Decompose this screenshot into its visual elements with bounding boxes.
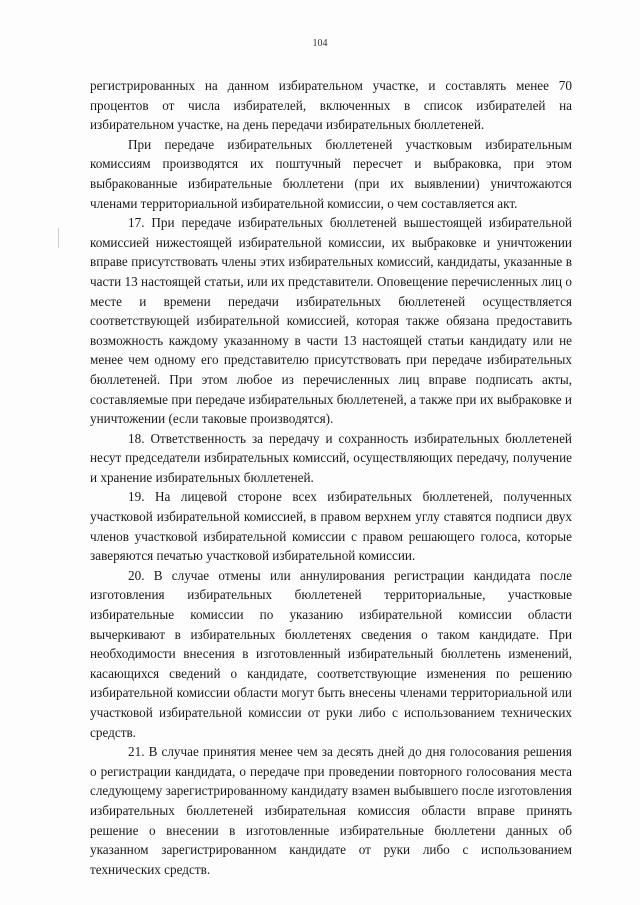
paragraph-ballot-transfer: При передаче избирательных бюллетеней участковым избирательным комиссиям производятся их поштучный пересчет и выбраковка, при этом выбракованные избирательные бюллетени (при их выявлении) уничтожаются членами территориальной избирательной комиссии, о чем составляется акт.: [90, 136, 572, 211]
page-number: 104: [312, 38, 328, 49]
paragraph-19: 19. На лицевой стороне всех избирательных бюллетеней, полученных участковой избирательной комиссией, в правом верхнем углу ставятся подписи двух членов участковой избирательной комиссии с правом решающего голоса, которые заверяются печатью участковой избирательной комиссии.: [90, 489, 572, 564]
paragraph-17: 17. При передаче избирательных бюллетеней вышестоящей избирательной комиссией нижестоящей избирательной комиссии, их выбраковке и уничтожении вправе присутствовать члены этих избирательных комиссий, кандидаты, указанные в части 13 настоящей статьи, или их представители. Оповещение перечисленных лиц о месте и времени передачи избирательных бюллетеней осуществляется соответствующей избирательной комиссией, которая также обязана предоставить возможность каждому указанному в части 13 настоящей статьи кандидату или не менее чем одному его представителю присутствовать при передаче избирательных бюллетеней. При этом любое из перечисленных лиц вправе подписать акты, составляемые при передаче избирательных бюллетеней, а также при их выбраковке и уничтожении (если таковые производятся).: [90, 215, 572, 427]
paragraph-21: 21. В случае принятия менее чем за десять дней до дня голосования решения о регистрации кандидата, о передаче при проведении повторного голосования места следующему зарегистрированному кандидату взамен выбывшего после изготовления избирательных бюллетеней избирательная комиссия области вправе принять решение о внесении в изготовленные избирательные бюллетени данных об указанном зарегистрированном кандидате от руки либо с использованием технических средств.: [90, 744, 572, 877]
paragraph-continuation: регистрированных на данном избирательном участке, и составлять менее 70 процентов от числа избирателей, включенных в список избирателей на избирательном участке, на день передачи избирательных бюллетеней.: [90, 78, 572, 133]
document-body: [90, 76, 572, 879]
margin-mark: [58, 228, 59, 248]
paragraph-20: 20. В случае отмены или аннулирования регистрации кандидата после изготовления избирательных бюллетеней территориальные, участковые избирательные комиссии по указанию избирательной комиссии области вычеркивают в избирательных бюллетенях сведения о таком кандидате. При необходимости внесения в изготовленный избирательный бюллетень изменений, касающихся сведений о кандидате, соответствующие изменения по решению избирательной комиссии области могут быть внесены членами территориальной или участковой избирательной комиссии от руки либо с использованием технических средств.: [90, 567, 572, 740]
paragraph-18: 18. Ответственность за передачу и сохранность избирательных бюллетеней несут председатели избирательных комиссий, осуществляющих передачу, получение и хранение избирательных бюллетеней.: [90, 430, 572, 485]
